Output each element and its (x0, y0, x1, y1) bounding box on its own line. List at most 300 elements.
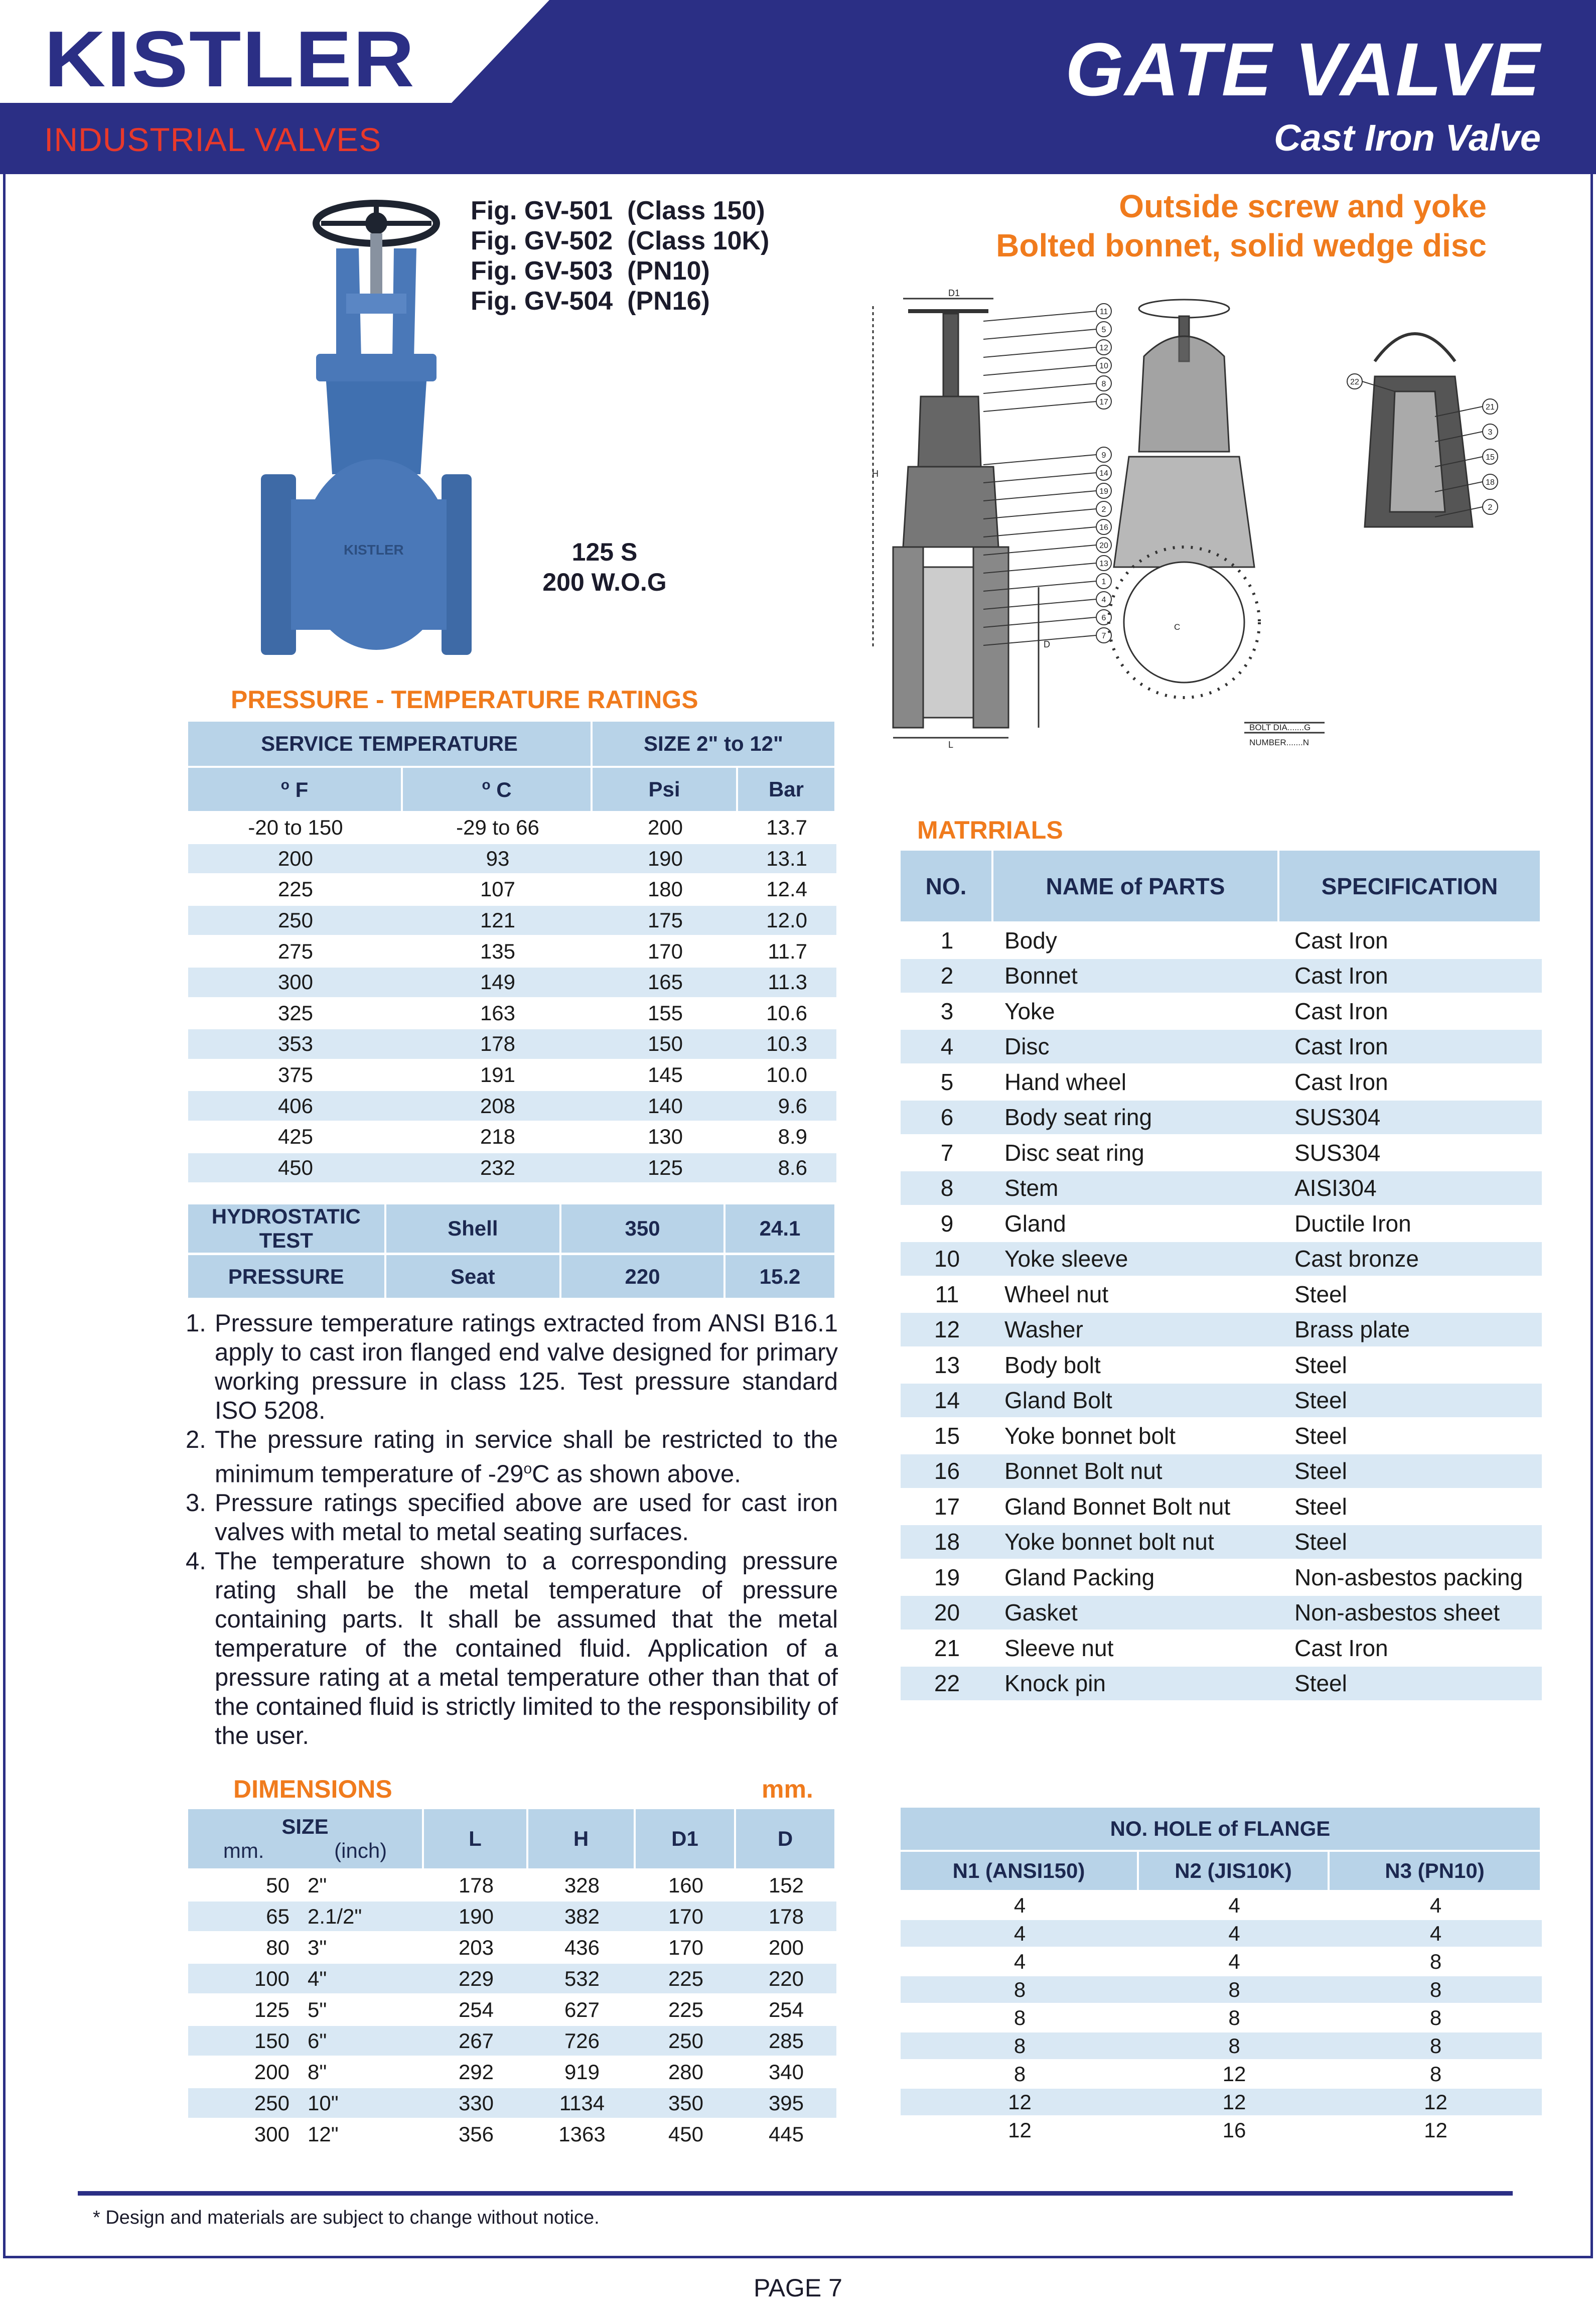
table-cell: 80 (188, 1933, 299, 1964)
materials-table (901, 851, 1542, 1702)
feature-line: Outside screw and yoke (1119, 188, 1487, 224)
svg-text:NUMBER.......N: NUMBER.......N (1249, 738, 1310, 747)
table-row (901, 1206, 1542, 1242)
table-cell: 200 (736, 1933, 836, 1964)
table-cell: 121 (403, 906, 593, 937)
note-item: 3. Pressure ratings specified above are used for cast iron valves with metal to metal seating surfaces. (186, 1489, 838, 1546)
table-cell: 3" (299, 1933, 424, 1964)
table-cell: 100 (188, 1964, 299, 1995)
n3-header: N3 (PN10) (1330, 1852, 1542, 1892)
table-cell: 178 (403, 1029, 593, 1060)
table-cell: SUS304 (1279, 1101, 1542, 1136)
table-cell: Cast Iron (1279, 959, 1542, 995)
table-cell: 225 (636, 1995, 736, 2026)
table-cell: Gasket (993, 1596, 1279, 1632)
table-cell: 15 (901, 1419, 993, 1454)
table-cell: 4 (901, 1920, 1139, 1948)
table-row (188, 1870, 836, 1902)
table-row (901, 2032, 1542, 2061)
table-cell: 4" (299, 1964, 424, 1995)
table-row (901, 1419, 1542, 1454)
table-cell: Cast Iron (1279, 994, 1542, 1030)
table-cell: 356 (424, 2119, 528, 2150)
table-row (188, 1902, 836, 1933)
table-row (188, 999, 836, 1030)
svg-text:D: D (1044, 639, 1050, 649)
dimensions-table (188, 1809, 836, 2150)
callout-label: 4 (1101, 596, 1106, 604)
table-cell: 8 (1330, 1976, 1542, 2004)
table-row (188, 936, 836, 968)
table-cell: 8.6 (738, 1153, 836, 1184)
table-cell: Yoke bonnet bolt (993, 1419, 1279, 1454)
table-cell: 21 (901, 1631, 993, 1667)
table-row (188, 813, 836, 844)
table-cell: 8" (299, 2057, 424, 2088)
table-cell: 919 (528, 2057, 636, 2088)
table-cell: AISI304 (1279, 1171, 1542, 1207)
table-cell: 250 (636, 2026, 736, 2057)
table-cell: 328 (528, 1870, 636, 1902)
table-cell: 8 (901, 2004, 1139, 2032)
table-cell: Gland (993, 1206, 1279, 1242)
table-row (188, 1153, 836, 1184)
callout-label: 10 (1099, 362, 1108, 370)
table-cell: Brass plate (1279, 1313, 1542, 1348)
table-cell: 200 (593, 813, 738, 844)
table-cell: Gland Bonnet Bolt nut (993, 1489, 1279, 1525)
figure-item: Fig. GV-501 (Class 150) (471, 196, 765, 225)
table-cell: 8 (901, 2032, 1139, 2061)
table-cell: 12 (1330, 2089, 1542, 2117)
table-cell: 445 (736, 2119, 836, 2150)
table-cell: 18 (901, 1525, 993, 1561)
d1-header: D1 (636, 1809, 736, 1870)
table-cell: 155 (593, 999, 738, 1030)
callout-label: 7 (1101, 632, 1106, 640)
callout-label: 6 (1101, 614, 1106, 622)
shell-label: Shell (386, 1204, 561, 1255)
rating-label (537, 537, 672, 597)
table-row (188, 2026, 836, 2057)
table-cell: 4 (1139, 1920, 1330, 1948)
figure-item: Fig. GV-503 (PN10) (471, 256, 710, 286)
l-header: L (424, 1809, 528, 1870)
pt-ratings-table (188, 722, 836, 1184)
figure-list (471, 196, 769, 316)
table-cell: Cast Iron (1279, 1631, 1542, 1667)
table-cell: 11 (901, 1277, 993, 1313)
table-row (901, 1948, 1542, 1976)
svg-text:BOLT DIA.......G: BOLT DIA.......G (1249, 723, 1311, 732)
page-title: GATE VALVE (1065, 27, 1541, 111)
table-cell: 152 (736, 1870, 836, 1902)
table-cell: 4 (901, 1948, 1139, 1976)
table-cell: Knock pin (993, 1667, 1279, 1702)
table-cell: 8 (1330, 2032, 1542, 2061)
table-row (901, 1920, 1542, 1948)
table-cell: 425 (188, 1122, 403, 1153)
table-row (901, 1242, 1542, 1278)
size-label: SIZE (281, 1815, 329, 1838)
table-row (901, 1976, 1542, 2004)
table-cell: 2" (299, 1870, 424, 1902)
table-cell: 125 (188, 1995, 299, 2026)
table-cell: 1 (901, 923, 993, 959)
table-cell: 254 (736, 1995, 836, 2026)
table-cell: 200 (188, 844, 403, 875)
table-cell: 8 (1330, 1948, 1542, 1976)
table-cell: Steel (1279, 1489, 1542, 1525)
table-row (901, 2061, 1542, 2089)
table-cell: 225 (636, 1964, 736, 1995)
table-row (901, 1171, 1542, 1207)
table-cell: 4 (901, 1892, 1139, 1920)
table-cell: 436 (528, 1933, 636, 1964)
page-subtitle: Cast Iron Valve (1274, 117, 1541, 159)
figure-item: Fig. GV-502 (Class 10K) (471, 226, 770, 255)
valve-cross-section-diagram (872, 286, 1495, 763)
table-row (901, 1101, 1542, 1136)
table-cell: Cast bronze (1279, 1242, 1542, 1278)
table-cell: 10.0 (738, 1060, 836, 1092)
callout-label: 2 (1101, 505, 1106, 514)
table-cell: 406 (188, 1091, 403, 1122)
table-cell: Ductile Iron (1279, 1206, 1542, 1242)
table-cell: 190 (593, 844, 738, 875)
table-cell: 267 (424, 2026, 528, 2057)
table-cell: Cast Iron (1279, 1065, 1542, 1101)
table-row (188, 2057, 836, 2088)
h-header: H (528, 1809, 636, 1870)
table-cell: 9 (901, 1206, 993, 1242)
table-cell: 14 (901, 1384, 993, 1419)
table-cell: Steel (1279, 1525, 1542, 1561)
table-row (901, 1384, 1542, 1419)
table-cell: 12.0 (738, 906, 836, 937)
table-cell: 285 (736, 2026, 836, 2057)
table-cell: 12 (1330, 2117, 1542, 2145)
table-row (901, 1065, 1542, 1101)
callout-label: 9 (1101, 451, 1106, 460)
n1-header: N1 (ANSI150) (901, 1852, 1139, 1892)
n2-header: N2 (JIS10K) (1139, 1852, 1330, 1892)
table-cell: 3 (901, 994, 993, 1030)
size-header: SIZE 2" to 12" (593, 722, 836, 768)
mm-label: mm. (223, 1839, 264, 1862)
table-cell: 8 (1330, 2061, 1542, 2089)
table-cell: 125 (593, 1153, 738, 1184)
callout-label: 19 (1099, 487, 1108, 496)
table-cell: 170 (636, 1902, 736, 1933)
table-cell: 375 (188, 1060, 403, 1092)
inch-label: (inch) (334, 1839, 387, 1862)
table-cell: 7 (901, 1136, 993, 1171)
table-row (901, 1631, 1542, 1667)
table-row (901, 1525, 1542, 1561)
table-cell: Bonnet Bolt nut (993, 1454, 1279, 1490)
table-cell: 145 (593, 1060, 738, 1092)
flange-title: NO. HOLE of FLANGE (901, 1808, 1542, 1852)
table-row (188, 2119, 836, 2150)
table-row (901, 1489, 1542, 1525)
table-cell: 200 (188, 2057, 299, 2088)
svg-text:C: C (1174, 622, 1181, 632)
table-cell: 165 (593, 968, 738, 999)
table-cell: 175 (593, 906, 738, 937)
table-cell: 1134 (528, 2088, 636, 2119)
table-cell: Stem (993, 1171, 1279, 1207)
table-cell: Gland Packing (993, 1560, 1279, 1596)
table-cell: 12 (901, 2117, 1139, 2145)
table-cell: 130 (593, 1122, 738, 1153)
rating-line: 200 W.O.G (542, 568, 667, 596)
table-cell: Steel (1279, 1348, 1542, 1384)
svg-text:L: L (948, 740, 954, 750)
table-cell: 178 (736, 1902, 836, 1933)
bar-header: Bar (738, 768, 836, 813)
table-row (901, 923, 1542, 959)
table-row (188, 1933, 836, 1964)
table-cell: 190 (424, 1902, 528, 1933)
table-cell: 2.1/2" (299, 1902, 424, 1933)
callout-label: 21 (1486, 403, 1495, 412)
table-cell: 10.3 (738, 1029, 836, 1060)
callout-label: 20 (1099, 541, 1108, 550)
table-row (901, 1596, 1542, 1632)
table-cell: Steel (1279, 1454, 1542, 1490)
table-cell: 532 (528, 1964, 636, 1995)
table-cell: Non-asbestos packing (1279, 1560, 1542, 1596)
feature-text (996, 187, 1487, 265)
table-cell: 150 (593, 1029, 738, 1060)
materials-spec-header: SPECIFICATION (1279, 851, 1542, 923)
service-temp-header: SERVICE TEMPERATURE (188, 722, 593, 768)
table-cell: Non-asbestos sheet (1279, 1596, 1542, 1632)
table-cell: 353 (188, 1029, 403, 1060)
table-cell: 225 (188, 875, 403, 906)
celsius-header: $^o$ C (403, 768, 593, 813)
table-row (188, 1091, 836, 1122)
table-cell: 220 (736, 1964, 836, 1995)
table-cell: 627 (528, 1995, 636, 2026)
table-cell: 19 (901, 1560, 993, 1596)
svg-text:KISTLER: KISTLER (344, 542, 404, 558)
table-cell: Body bolt (993, 1348, 1279, 1384)
size-header (188, 1809, 424, 1870)
page-number: PAGE 7 (754, 2274, 842, 2302)
table-cell: Body (993, 923, 1279, 959)
table-cell: 93 (403, 844, 593, 875)
dimensions-unit: mm. (762, 1775, 813, 1803)
table-cell: 50 (188, 1870, 299, 1902)
callout-label: 8 (1101, 380, 1106, 388)
table-cell: Cast Iron (1279, 923, 1542, 959)
psi-header: Psi (593, 768, 738, 813)
table-cell: 450 (636, 2119, 736, 2150)
table-cell: 726 (528, 2026, 636, 2057)
table-cell: 229 (424, 1964, 528, 1995)
table-cell: Steel (1279, 1384, 1542, 1419)
table-cell: 12" (299, 2119, 424, 2150)
table-row (901, 1136, 1542, 1171)
table-cell: Steel (1279, 1667, 1542, 1702)
table-cell: 292 (424, 2057, 528, 2088)
footer-note: * Design and materials are subject to change without notice. (93, 2207, 600, 2228)
table-cell: SUS304 (1279, 1136, 1542, 1171)
svg-text:D1: D1 (948, 288, 960, 298)
table-cell: 395 (736, 2088, 836, 2119)
table-cell: 330 (424, 2088, 528, 2119)
table-row (901, 994, 1542, 1030)
table-cell: 4 (1139, 1892, 1330, 1920)
footer-divider (78, 2191, 1513, 2196)
table-cell: 150 (188, 2026, 299, 2057)
callout-label: 12 (1099, 344, 1108, 352)
materials-title: MATRRIALS (917, 816, 1063, 844)
callout-label: 11 (1099, 308, 1108, 316)
table-cell: 1363 (528, 2119, 636, 2150)
table-row (188, 906, 836, 937)
d-header: D (736, 1809, 836, 1870)
table-row (901, 2117, 1542, 2145)
table-cell: 170 (636, 1933, 736, 1964)
table-cell: 8 (1139, 2032, 1330, 2061)
table-cell: 8 (1330, 2004, 1542, 2032)
callout-label: 15 (1486, 453, 1495, 462)
table-cell: Yoke sleeve (993, 1242, 1279, 1278)
table-cell: Yoke (993, 994, 1279, 1030)
table-cell: 13.1 (738, 844, 836, 875)
table-cell: 203 (424, 1933, 528, 1964)
table-cell: 6" (299, 2026, 424, 2057)
table-cell: Cast Iron (1279, 1030, 1542, 1065)
hydro-label-2: PRESSURE (188, 1255, 386, 1300)
note-item: 2. The pressure rating in service shall be restricted to the minimum temperature of -29$^o$C as shown above. (186, 1426, 838, 1488)
flange-table (901, 1808, 1542, 2145)
table-cell: 8 (901, 2061, 1139, 2089)
callout-label: 13 (1099, 560, 1108, 568)
table-cell: -29 to 66 (403, 813, 593, 844)
seat-label: Seat (386, 1255, 561, 1300)
table-row (188, 968, 836, 999)
table-cell: 232 (403, 1153, 593, 1184)
table-cell: 17 (901, 1489, 993, 1525)
table-cell: 280 (636, 2057, 736, 2088)
table-cell: 218 (403, 1122, 593, 1153)
table-cell: 20 (901, 1596, 993, 1632)
table-cell: 180 (593, 875, 738, 906)
table-row (188, 844, 836, 875)
materials-name-header: NAME of PARTS (993, 851, 1279, 923)
table-row (901, 1277, 1542, 1313)
table-cell: 12 (1139, 2061, 1330, 2089)
table-cell: Body seat ring (993, 1101, 1279, 1136)
feature-line: Bolted bonnet, solid wedge disc (996, 227, 1487, 263)
table-cell: Disc seat ring (993, 1136, 1279, 1171)
gate-valve-photo (261, 193, 472, 665)
table-cell: 12 (901, 1313, 993, 1348)
table-cell: 13 (901, 1348, 993, 1384)
table-cell: 22 (901, 1667, 993, 1702)
table-row (188, 1995, 836, 2026)
callout-label: 1 (1101, 578, 1106, 586)
table-cell: 300 (188, 2119, 299, 2150)
hydrostatic-table (188, 1204, 836, 1300)
table-row (901, 1454, 1542, 1490)
table-row (901, 1030, 1542, 1065)
table-cell: 10.6 (738, 999, 836, 1030)
table-cell: 208 (403, 1091, 593, 1122)
table-cell: 4 (1330, 1892, 1542, 1920)
table-cell: 4 (901, 1030, 993, 1065)
table-row (901, 1313, 1542, 1348)
table-cell: 450 (188, 1153, 403, 1184)
table-cell: 8 (901, 1976, 1139, 2004)
table-cell: 170 (593, 936, 738, 968)
table-row (901, 1348, 1542, 1384)
table-cell: Bonnet (993, 959, 1279, 995)
table-cell: Washer (993, 1313, 1279, 1348)
table-cell: 340 (736, 2057, 836, 2088)
table-cell: Steel (1279, 1277, 1542, 1313)
callout-label: 14 (1099, 469, 1108, 478)
table-row (901, 959, 1542, 995)
figure-item: Fig. GV-504 (PN16) (471, 287, 710, 316)
shell-bar: 24.1 (726, 1204, 836, 1255)
table-cell: 4 (1330, 1920, 1542, 1948)
callout-label: 17 (1099, 398, 1108, 406)
table-cell: 12 (901, 2089, 1139, 2117)
table-cell: 300 (188, 968, 403, 999)
table-cell: 191 (403, 1060, 593, 1092)
callout-label: 2 (1488, 503, 1493, 512)
callout-label: 22 (1350, 378, 1359, 386)
table-cell: Steel (1279, 1419, 1542, 1454)
dimensions-title: DIMENSIONS (233, 1775, 392, 1803)
table-cell: 13.7 (738, 813, 836, 844)
table-row (188, 2088, 836, 2119)
table-cell: 350 (636, 2088, 736, 2119)
hydro-label: HYDROSTATIC TEST (188, 1204, 386, 1255)
svg-text:H: H (872, 469, 879, 479)
table-cell: 382 (528, 1902, 636, 1933)
table-cell: 16 (901, 1454, 993, 1490)
table-cell: 12.4 (738, 875, 836, 906)
svg-text:KISTLER: KISTLER (44, 15, 415, 103)
seat-psi: 220 (561, 1255, 726, 1300)
table-cell: Disc (993, 1030, 1279, 1065)
table-cell: 11.7 (738, 936, 836, 968)
table-cell: 160 (636, 1870, 736, 1902)
table-cell: 254 (424, 1995, 528, 2026)
table-cell: -20 to 150 (188, 813, 403, 844)
table-row (188, 875, 836, 906)
table-cell: 5 (901, 1065, 993, 1101)
pt-ratings-title: PRESSURE - TEMPERATURE RATINGS (231, 686, 698, 714)
table-cell: 9.6 (738, 1091, 836, 1122)
table-row (901, 1560, 1542, 1596)
table-cell: 10" (299, 2088, 424, 2119)
notes-list (186, 1309, 838, 1750)
brand-subtitle: INDUSTRIAL VALVES (44, 121, 382, 158)
kistler-logo (44, 15, 425, 103)
table-row (188, 1964, 836, 1995)
table-row (901, 2004, 1542, 2032)
shell-psi: 350 (561, 1204, 726, 1255)
table-cell: 275 (188, 936, 403, 968)
table-cell: Hand wheel (993, 1065, 1279, 1101)
